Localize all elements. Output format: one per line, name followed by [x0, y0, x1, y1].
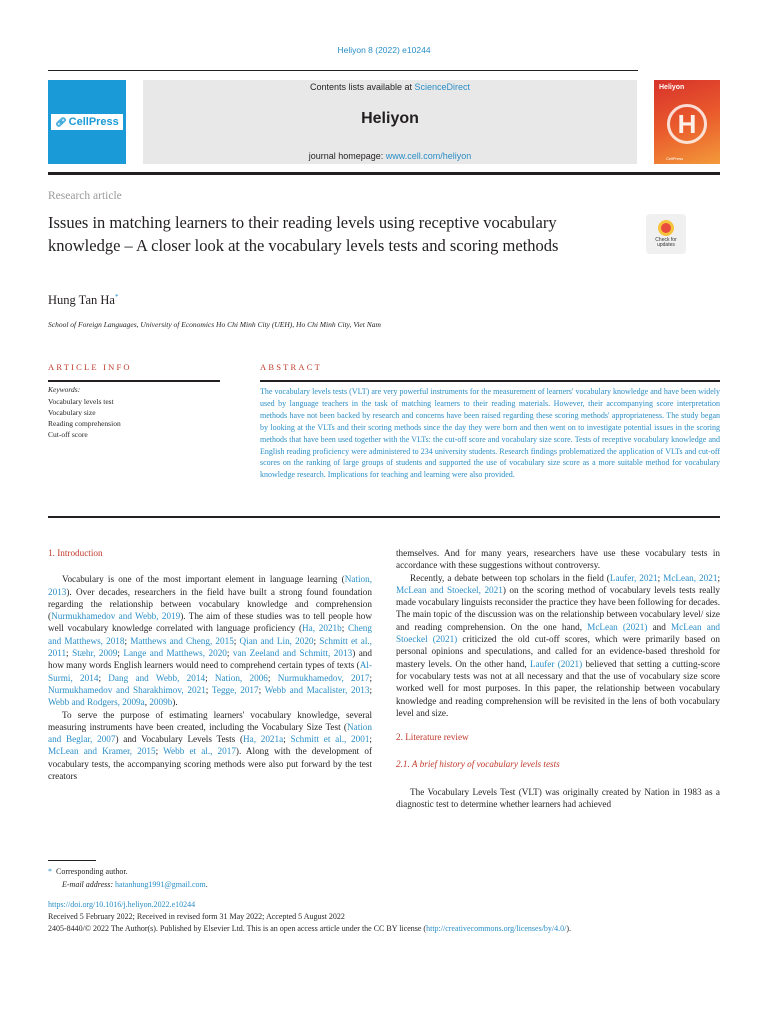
citation-link[interactable]: McLean (2021) [587, 621, 648, 632]
citation-link[interactable]: Dang and Webb, 2014 [108, 672, 206, 683]
body-text: ; [205, 684, 212, 695]
body-text: The Vocabulary Levels Test (VLT) was originally created by Nation in 1983 as a diagnostic test to determine whether learners had achieved [396, 786, 720, 810]
citation-link[interactable]: Laufer (2021) [529, 658, 583, 669]
citation-link[interactable]: Cheng and Matthews, 2018 [48, 623, 372, 646]
body-text: criticized the old cut-off scores, which were primarily based on personal opinions and speculations, and called for an evidence-based threshold for mastery levels. On the other hand, [396, 634, 720, 669]
body-text: and [647, 621, 671, 632]
body-text: ) and how many words English learners would need to comprehend certain types of texts ( [48, 648, 372, 671]
body-text: ). The aim of these studies was to tell people how well vocabulary knowledge correlated with language proficiency ( [48, 611, 372, 634]
journal-title: Heliyon [361, 110, 419, 127]
citation-link[interactable]: Lange and Matthews, 2020 [123, 648, 227, 659]
article-type: Research article [48, 190, 122, 202]
keyword-item: Vocabulary size [48, 408, 96, 417]
sciencedirect-link[interactable]: ScienceDirect [414, 82, 471, 92]
citation-link[interactable]: Nation, 2006 [214, 672, 268, 683]
article-info-rule [48, 380, 220, 382]
check-for-updates-label: Check for updates [655, 236, 677, 248]
body-left-column [48, 547, 372, 782]
doi-link[interactable]: https://doi.org/10.1016/j.heliyon.2022.e10244 [48, 900, 196, 909]
body-text: To serve the purpose of estimating learners' vocabulary knowledge, several measuring instruments have been created, including the Vocabulary Size Test ( [48, 709, 372, 732]
check-for-updates-badge[interactable] [646, 214, 686, 254]
body-text: Vocabulary is one of the most important element in language learning ( [62, 574, 345, 585]
body-text: ; [66, 648, 73, 659]
paragraph [396, 572, 720, 720]
citation-link[interactable]: van Zeeland and Schmitt, 2013 [232, 648, 353, 659]
cover-publisher: CellPress [666, 156, 684, 161]
body-text: ) and Vocabulary Levels Tests ( [115, 734, 244, 745]
citation-link[interactable]: Webb and Macalister, 2013 [264, 684, 370, 695]
paragraph [48, 573, 372, 708]
body-text: , [144, 697, 150, 708]
cellpress-logo [51, 114, 123, 130]
citation-link[interactable]: Schmitt et al., 2011 [48, 635, 372, 659]
journal-homepage-link[interactable]: www.cell.com/heliyon [385, 151, 472, 161]
citation-link[interactable]: Schmitt et al., 2001 [290, 734, 370, 745]
abstract-end-rule [48, 516, 720, 518]
section-heading-literature-review: 2. Literature review [396, 732, 469, 743]
body-text: ; [226, 648, 233, 659]
citation-link[interactable]: Laufer, 2021 [609, 572, 658, 583]
body-text: ; [155, 746, 164, 757]
license-link[interactable]: http://creativecommons.org/licenses/by/4.0/ [426, 924, 567, 934]
body-text: ). Along with the development of vocabulary tests, the accompanying scoring methods were also put forward by the test creators [48, 746, 373, 782]
keyword-item: Reading comprehension [48, 419, 121, 428]
body-text: ; [205, 672, 215, 683]
journal-banner [143, 80, 637, 164]
body-text: ; [283, 734, 291, 745]
subsection-heading-vlt-history: 2.1. A brief history of vocabulary levels tests [396, 759, 560, 770]
publication-info [48, 899, 728, 936]
license-line: 2405-8440/© 2022 The Author(s). Published by Elsevier Ltd. This is an open access article under the CC BY license (http://creativecommons.org/licenses/by/4.0/). [48, 924, 572, 934]
body-text: ; [369, 672, 372, 683]
article-info-heading: ARTICLE INFO [48, 362, 132, 372]
body-text: ). Over decades, researchers in the field have built a strong found foundation regarding the relationship between vocabulary knowledge and comprehension ( [48, 586, 372, 622]
body-text: ; [267, 672, 278, 683]
body-right-column [396, 547, 720, 810]
journal-cover-image[interactable] [654, 80, 720, 164]
citation-link[interactable]: Al-Surmi, 2014 [48, 660, 372, 683]
header-rule [48, 70, 638, 71]
received-dates: Received 5 February 2022; Received in revised form 31 May 2022; Accepted 5 August 2022 [48, 912, 345, 922]
body-text: Recently, a debate between top scholars in the field ( [410, 572, 610, 583]
email-link[interactable]: hatanhung1991@gmail.com [115, 879, 206, 889]
citation-link[interactable]: McLean and Stoeckel (2021) [396, 621, 721, 645]
paragraph [48, 709, 372, 783]
body-text: ; [341, 623, 348, 634]
cellpress-logo-text: CellPress [68, 116, 119, 128]
homepage-line: journal homepage: www.cell.com/heliyon [308, 151, 472, 161]
citation-link[interactable]: Nurmukhamedov and Webb, 2019 [51, 611, 181, 622]
abstract-heading: ABSTRACT [260, 362, 322, 372]
cover-letter-logo: H [667, 104, 707, 144]
citation-link[interactable]: Qian and Lin, 2020 [239, 635, 314, 646]
affiliation: School of Foreign Languages, University of Economics Ho Chi Minh City (UEH), Ho Chi Minh City, Viet Nam [48, 320, 381, 329]
abstract-rule [260, 380, 720, 382]
body-text: themselves. And for many years, researchers have use these vocabulary tests in accordance with these suggestions without controversy. [396, 548, 720, 571]
paragraph [396, 547, 720, 572]
citation-link[interactable]: McLean, 2021 [663, 572, 718, 583]
body-text: ). [172, 697, 178, 708]
check-for-updates-icon [658, 220, 674, 236]
body-text: ; [124, 635, 131, 646]
paper-title: Issues in matching learners to their reading levels using receptive vocabulary knowledge – A closer look at the vocabulary levels tests and scoring methods [48, 213, 559, 255]
body-text: believed that setting a cutting-score for vocabulary tests was not at all necessary and that the use of vocabulary size score worked well for most purposes. In this paper, the relationship between vocabulary knowledge and reading comprehension will be revisited in the lens of both vocabulary level and size. [396, 658, 720, 718]
citation-link[interactable]: Matthews and Cheng, 2015 [130, 635, 234, 646]
citation-link[interactable]: Tegge, 2017 [211, 684, 259, 695]
keywords-list [48, 396, 121, 440]
body-text: ; [98, 672, 109, 683]
footnotes [48, 866, 208, 891]
corresponding-author-mark[interactable]: * [114, 293, 119, 301]
keyword-item: Cut-off score [48, 430, 88, 439]
email-note: E-mail address: hatanhung1991@gmail.com. [62, 879, 208, 889]
citation-link[interactable]: Nation and Beglar, 2007 [48, 721, 372, 745]
body-text: ; [369, 734, 372, 745]
body-text: ) on the scoring method of vocabulary levels tests really made vocabulary linguists reconsider the practice they have been following for decades. The main topic of the discussion was on the relationship between vocabulary level/ size and reading comprehension. On the one hand, [396, 584, 720, 632]
citation-link[interactable]: McLean and Stoeckel, 2021 [396, 584, 503, 595]
citation-link[interactable]: Ha, 2021a [243, 734, 284, 745]
header-thick-rule [48, 172, 720, 175]
body-text: ; [313, 635, 320, 646]
corresponding-author-note: * Corresponding author. [48, 867, 128, 876]
keywords-label: Keywords: [48, 385, 81, 394]
abstract-text: The vocabulary levels tests (VLT) are very powerful instruments for the measurement of learners' vocabulary knowledge and have been widely used by language teachers in the task of matching learners to their reading materials. However, their accompanying score interpretation methods have not been backed by research and concerns have been raised regarding these scoring methods' appropriateness. The study began by looking at the VLTs and their scoring methods since the day they were born and then went on to investigate potential issues in the scoring methods that have been used together with the VLTs: the cut-off score and vocabulary size score. Tests of receptive vocabulary knowledge and English reading proficiency were administered to 234 university students. Research findings problematized the application of VLTs and cut-off scores on the ranking of large groups of students and supported the use of vocabulary size score as a more suitable method for vocabulary knowledge research. Implications for teaching and learning were also provided. [260, 387, 720, 480]
citation-link[interactable]: Webb and Rodgers, 2009a [48, 697, 145, 708]
citation-link[interactable]: Nurmukhamedov and Sharakhimov, 2021 [48, 684, 206, 695]
body-text: ; [657, 572, 664, 583]
citation-link[interactable]: Nurmukhamedov, 2017 [277, 672, 370, 683]
chain-link-icon: 🔗︎ [55, 116, 67, 127]
author-line [48, 293, 118, 308]
citation-link[interactable]: Nation, 2013 [48, 574, 372, 597]
body-text: ; [258, 684, 265, 695]
section-heading-introduction: 1. Introduction [48, 548, 103, 558]
cellpress-logo-box[interactable] [48, 80, 126, 164]
journal-citation[interactable]: Heliyon 8 (2022) e10244 [337, 45, 431, 55]
keyword-item: Vocabulary levels test [48, 397, 114, 406]
cover-title: Heliyon [659, 84, 685, 91]
footnote-rule [48, 860, 96, 861]
body-text: ; [117, 648, 124, 659]
paragraph [396, 786, 720, 811]
body-text: ; [233, 635, 240, 646]
contents-line: Contents lists available at ScienceDirect [309, 82, 471, 92]
body-text: ; [717, 572, 720, 583]
citation-link[interactable]: Ha, 2021b [302, 623, 342, 634]
citation-link[interactable]: 2009b [149, 697, 173, 708]
author-name[interactable]: Hung Tan Ha [48, 293, 115, 308]
body-text: ; [369, 684, 372, 695]
citation-link[interactable]: Webb et al., 2017 [163, 746, 236, 757]
citation-link[interactable]: Stæhr, 2009 [72, 648, 118, 659]
citation-link[interactable]: McLean and Kramer, 2015 [48, 746, 156, 757]
